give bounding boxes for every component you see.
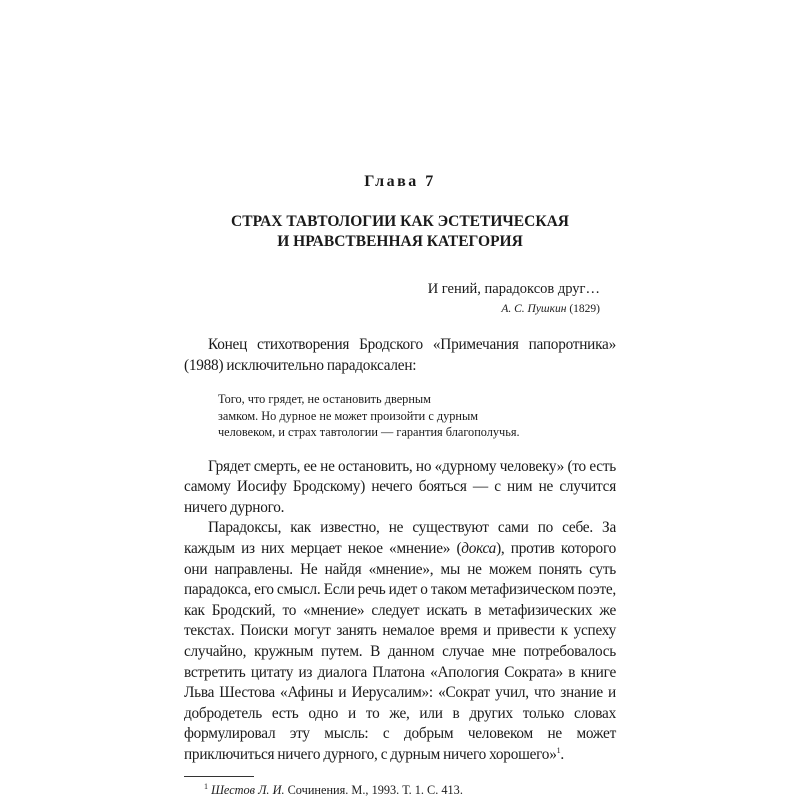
epigraph-container [0, 279, 600, 317]
paragraph-3-italic-term: докса [461, 540, 497, 558]
chapter-number: Глава 7 [364, 173, 436, 190]
footnote-divider [184, 776, 254, 777]
chapter-title-line-2: И НРАВСТВЕННАЯ КАТЕГОРИЯ [277, 233, 523, 250]
verse-line-2: замком. Но дурное не может произойти с дурным [218, 408, 479, 423]
chapter-title-line-1: СТРАХ ТАВТОЛОГИИ КАК ЭСТЕТИЧЕСКАЯ [231, 213, 569, 230]
footnote-author: Шестов Л. И. [211, 782, 285, 797]
epigraph-text: И гений, парадоксов друг… [427, 281, 600, 297]
footnote-mark: 1 [204, 781, 208, 791]
footnote [204, 782, 616, 798]
chapter-title [0, 212, 800, 252]
verse-line-1: Того, что грядет, не остановить дверным [218, 392, 431, 407]
paragraph-3-text-b: ), против которого они направлены. Не найдя «мнение», мы не можем понять суть парадокса, его смысл. Если речь идет о таком метафизическом поэте, как Бродский, то «мнение» следует искать в метафизических же текстах. Поиски могут занять немалое время и привести к успеху случайно, кружным путем. В данном случае мне потребовалось встретить цитату из диалога Платона «Апология Сократа» в книге Льва Шестова «Афины и Иерусалим»: «Сократ учил, что знание и добродетель есть одно и то же, или в других только словах формулировал эту мысль: с добрым человеком не может приключиться ничего дурного, с дурным ничего хорошего» [184, 540, 616, 763]
verse-line-3: человеком, и страх тавтологии — гарантия благополучья. [218, 425, 520, 440]
paragraph-2: Грядет смерть, ее не остановить, но «дурному человеку» (то есть самому Иосифу Бродскому) нечего бояться — с ним не случится ничего дурного. [184, 457, 616, 516]
epigraph-attribution [0, 302, 600, 317]
paragraph-3-text-a: Парадоксы, как известно, не существуют сами по себе. За каждым из них мерцает некое «мнение» ( [184, 519, 616, 558]
epigraph [0, 279, 600, 317]
paragraph-1: Конец стихотворения Бродского «Примечания папоротника» (1988) исключительно парадоксален: [184, 336, 616, 374]
verse-quote [184, 391, 616, 441]
body-text [184, 335, 616, 766]
paragraph-3-end: . [560, 746, 564, 763]
footnote-reference[interactable]: 1 [556, 745, 561, 755]
epigraph-author: А. С. Пушкин [501, 303, 567, 315]
footnote-text: Сочинения. М., 1993. Т. 1. С. 413. [287, 782, 463, 797]
epigraph-year: (1829) [569, 303, 600, 315]
paragraph-3 [184, 518, 616, 765]
